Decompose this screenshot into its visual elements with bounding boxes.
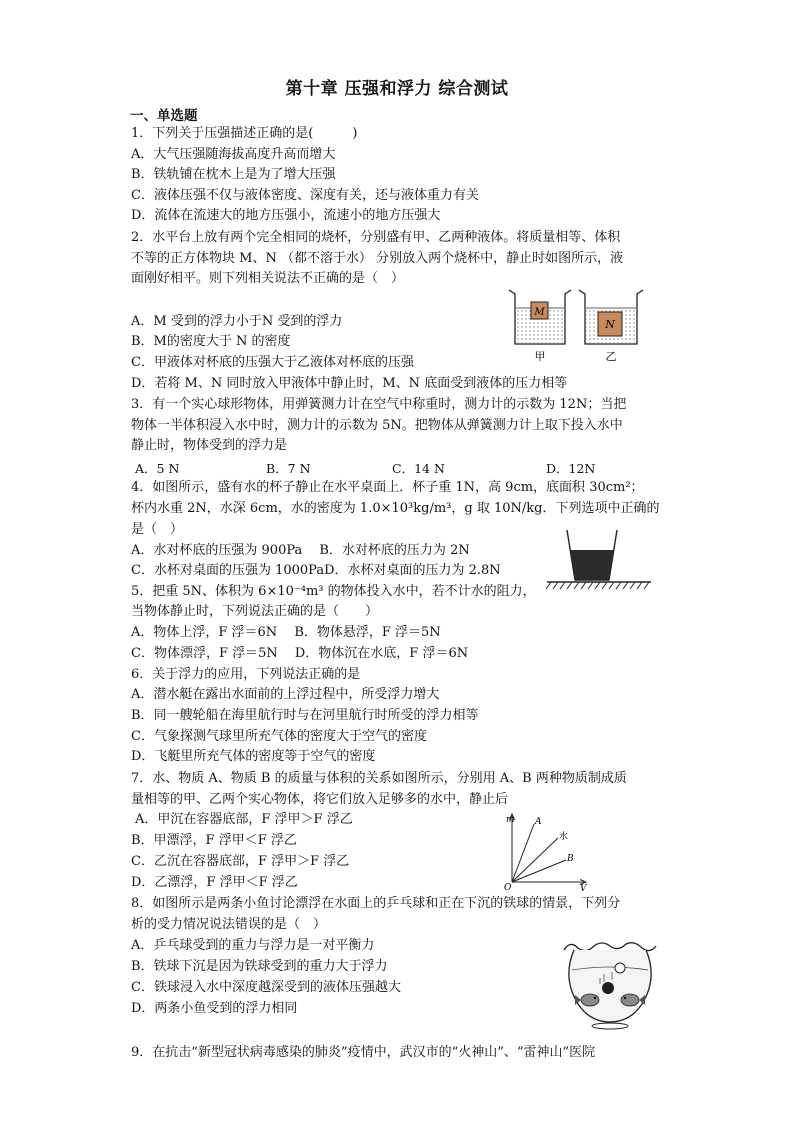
q3-option-b: B．7 N — [266, 461, 311, 476]
section-heading: 一、单选题 — [130, 108, 198, 124]
fishbowl-figure — [560, 938, 660, 1030]
bowl-rim — [564, 943, 656, 951]
q4-stem-line3: 是（ ） — [131, 522, 184, 537]
line-b — [512, 860, 566, 882]
beakers-figure — [505, 286, 655, 364]
q6-option-d: D．飞艇里所充气体的密度等于空气的密度 — [131, 749, 376, 764]
origin-label: O — [504, 883, 512, 892]
q1-option-c: C．液体压强不仅与液体密度、深度有关，还与液体重力有关 — [131, 188, 479, 203]
q8-stem-line1: 8．如图所示是两条小鱼讨论漂浮在水面上的乒乓球和正在下沉的铁球的情景，下列分 — [131, 896, 621, 911]
block-m-label: M — [534, 307, 545, 318]
q5-stem-line1: 5．把重 5N、体积为 6×10⁻⁴m³ 的物体投入水中，若不计水的阻力， — [131, 584, 536, 599]
cup-figure — [545, 524, 653, 592]
q3-option-a: A．5 N — [135, 461, 180, 476]
q3-option-d: D．12N — [546, 461, 596, 476]
page-title: 第十章 压强和浮力 综合测试 — [285, 79, 509, 99]
label-jia: 甲 — [534, 350, 546, 363]
q8-option-a: A．乒乓球受到的重力与浮力是一对平衡力 — [131, 938, 375, 953]
q3-option-c: C．14 N — [392, 461, 445, 476]
q6-option-a: A．潜水艇在露出水面前的上浮过程中，所受浮力增大 — [131, 687, 440, 702]
beaker-yi — [579, 290, 643, 344]
axis-v-label: V — [580, 884, 587, 892]
q7-stem-line1: 7．水、物质 A、物质 B 的质量与体积的关系如图所示，分别用 A、B 两种物质制成质 — [131, 771, 627, 786]
line-b-label: B — [567, 854, 574, 864]
bowl-base — [592, 1023, 628, 1029]
q5-options-ab: A．物体上浮，F 浮＝6N B．物体悬浮，F 浮＝5N — [131, 625, 441, 640]
q2-option-b: B．M的密度大于 N 的密度 — [131, 334, 291, 349]
mass-volume-graph — [500, 810, 592, 892]
axis-m-label: m — [506, 815, 515, 825]
q5-stem-line2: 当物体静止时，下列说法正确的是（ ） — [131, 604, 379, 619]
q1-option-d: D．流体在流速大的地方压强小，流速小的地方压强大 — [131, 208, 441, 223]
q8-stem-line2: 析的受力情况说法错误的是（ ） — [131, 917, 327, 932]
q8-option-b: B．铁球下沉是因为铁球受到的重力大于浮力 — [131, 959, 388, 974]
line-water — [512, 838, 558, 882]
q1-stem: 1．下列关于压强描述正确的是( ) — [131, 126, 358, 141]
q3-stem-line2: 物体一半体积浸入水中时，测力计的示数为 5N。把物体从弹簧测力计上取下投入水中 — [131, 418, 623, 433]
q4-options-cd: C．水杯对桌面的压强为 1000PaD．水杯对桌面的压力为 2.8N — [131, 563, 501, 578]
iron-ball — [602, 982, 614, 994]
q1-option-b: B．铁轨铺在枕木上是为了增大压强 — [131, 167, 336, 182]
q2-stem-line3: 面刚好相平。则下列相关说法不正确的是（ ） — [131, 271, 405, 286]
q2-stem-line2: 不等的正方体物块 M、N （都不溶于水） 分别放入两个烧杯中，静止时如图所示，液 — [131, 251, 624, 266]
q2-stem-line1: 2．水平台上放有两个完全相同的烧杯，分别盛有甲、乙两种液体。将质量相等、体积 — [131, 230, 621, 245]
q7-option-a: A．甲沉在容器底部，F 浮甲＞F 浮乙 — [135, 812, 353, 827]
q8-option-d: D．两条小鱼受到的浮力相同 — [131, 1001, 298, 1016]
q7-option-c: C．乙沉在容器底部，F 浮甲＞F 浮乙 — [131, 854, 350, 869]
q6-option-c: C．气象探测气球里所充气体的密度大于空气的密度 — [131, 729, 427, 744]
q7-stem-line2: 量相等的甲、乙两个实心物体，将它们放入足够多的水中，静止后 — [131, 792, 509, 807]
q8-option-c: C．铁球浸入水中深度越深受到的液体压强越大 — [131, 980, 401, 995]
water — [571, 550, 614, 580]
q6-option-b: B．同一艘轮船在海里航行时与在河里航行时所受的浮力相等 — [131, 708, 479, 723]
q7-option-b: B．甲漂浮，F 浮甲＜F 浮乙 — [131, 833, 297, 848]
q1-option-a: A．大气压强随海拔高度升高而增大 — [131, 147, 336, 162]
label-yi: 乙 — [605, 350, 617, 363]
line-a-label: A — [535, 817, 542, 827]
q3-stem-line1: 3．有一个实心球形物体，用弹簧测力计在空气中称重时，测力计的示数为 12N；当把 — [131, 397, 627, 412]
q2-option-d: D．若将 M、N 同时放入甲液体中静止时，M、N 底面受到液体的压力相等 — [131, 376, 568, 391]
block-n-label: N — [605, 318, 615, 331]
q5-options-cd: C．物体漂浮，F 浮＝5N D．物体沉在水底，F 浮＝6N — [131, 646, 469, 661]
q2-option-c: C．甲液体对杯底的压强大于乙液体对杯底的压强 — [131, 355, 414, 370]
q6-stem: 6．关于浮力的应用，下列说法正确的是 — [131, 667, 361, 682]
line-water-label: 水 — [559, 832, 569, 842]
q9-stem-line1: 9．在抗击“新型冠状病毒感染的肺炎”疫情中，武汉市的“火神山”、“雷神山”医院 — [131, 1045, 596, 1060]
q4-stem-line1: 4．如图所示，盛有水的杯子静止在水平桌面上．杯子重 1N，高 9cm，底面积 30cm²； — [131, 480, 644, 495]
q4-options-ab: A．水对杯底的压强为 900Pa B．水对杯底的压力为 2N — [131, 543, 470, 558]
q7-option-d: D．乙漂浮，F 浮甲＜F 浮乙 — [131, 875, 298, 890]
line-a — [512, 824, 534, 882]
q2-option-a: A．M 受到的浮力小于N 受到的浮力 — [131, 314, 343, 329]
beaker-jia — [509, 290, 571, 344]
q4-stem-line2: 杯内水重 2N，水深 6cm，水的密度为 1.0×10³kg/m³，g 取 10N/kg．下列选项中正确的 — [131, 501, 660, 516]
q3-stem-line3: 静止时，物体受到的浮力是 — [131, 438, 288, 453]
ping-pong-ball — [615, 963, 625, 973]
